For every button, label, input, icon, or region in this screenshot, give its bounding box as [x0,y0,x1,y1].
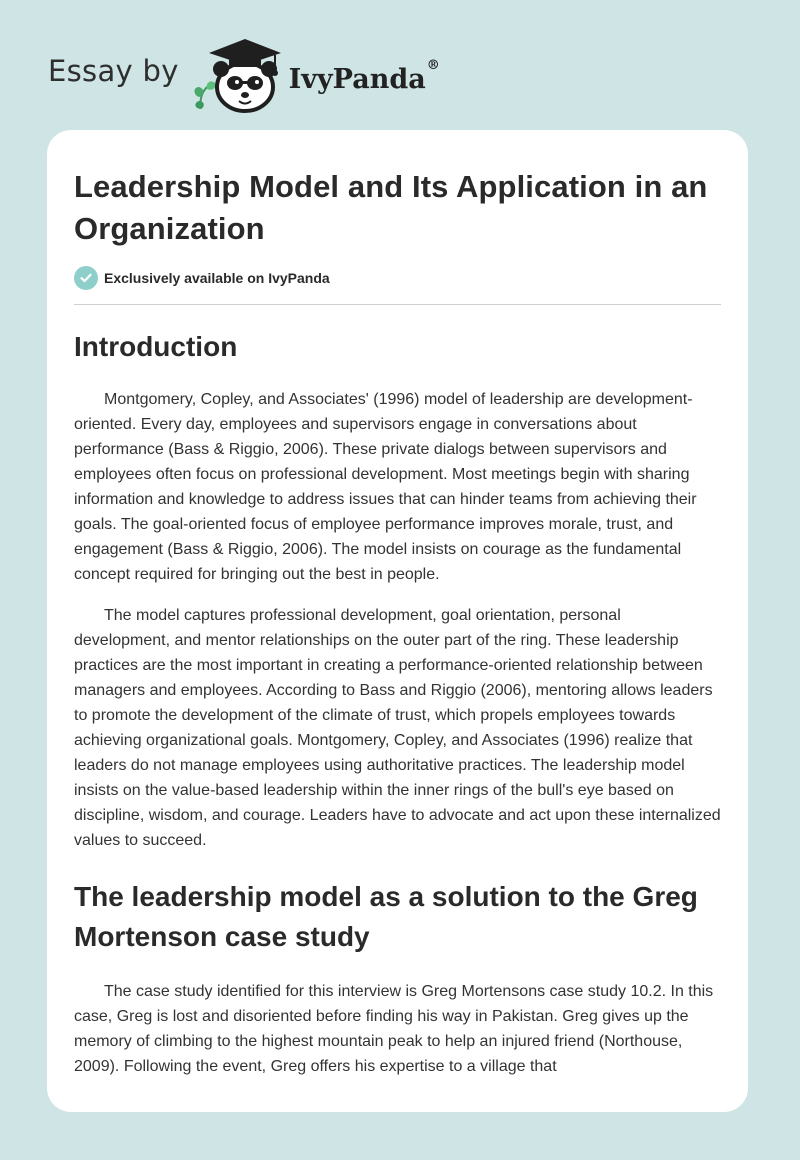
brand-prefix: Essay by [48,54,179,88]
section-heading-introduction: Introduction [74,331,238,362]
brand-name[interactable]: IvyPanda® [288,57,440,95]
exclusive-badge [74,266,721,290]
site-header [48,36,440,116]
paragraph: Montgomery, Copley, and Associates' (1996) model of leadership are development-oriented. Every day, employees and supervisors engage in conversations about performance (Bass & Riggio, 2006). These private dialogs between supervisors and employees often focus on professional development. Most meetings begin with sharing information and knowledge to address issues that can hinder teams from achieving their goals. The goal-oriented focus of employee performance improves morale, trust, and engagement (Bass & Riggio, 2006). The model insists on courage as the fundamental concept required for bringing out the best in people. [74,391,697,583]
registered-mark: ® [426,57,440,73]
paragraph: The model captures professional development, goal orientation, personal development, and mentor relationships on the outer part of the ring. These leadership practices are the most important in creating a performance-oriented relationship between managers and employees. According to Bass and Riggio (2006), mentoring allows leaders to promote the development of the climate of trust, which propels employees towards achieving organizational goals. Montgomery, Copley, and Associates (1996) realize that leaders do not manage employees using authoritative practices. The leadership model insists on the value-based leadership within the inner rings of the bull's eye based on discipline, wisdom, and courage. Leaders have to advocate and act upon these internalized values to succeed. [74,607,721,849]
divider [74,304,721,305]
check-circle-icon [74,266,98,290]
panda-logo-icon[interactable] [193,37,285,115]
essay-title: Leadership Model and Its Application in an Organization [74,169,708,246]
exclusive-badge-label: Exclusively available on IvyPanda [104,270,330,286]
section-heading-case-study: The leadership model as a solution to the Greg Mortenson case study [74,881,698,952]
essay-card [47,130,748,1112]
paragraph: The case study identified for this interview is Greg Mortensons case study 10.2. In this case, Greg is lost and disoriented before finding his way in Pakistan. Greg gives up the memory of climbing to the highest mountain peak to help an injured friend (Northouse, 2009). Following the event, Greg offers his expertise to a village that [74,983,714,1075]
